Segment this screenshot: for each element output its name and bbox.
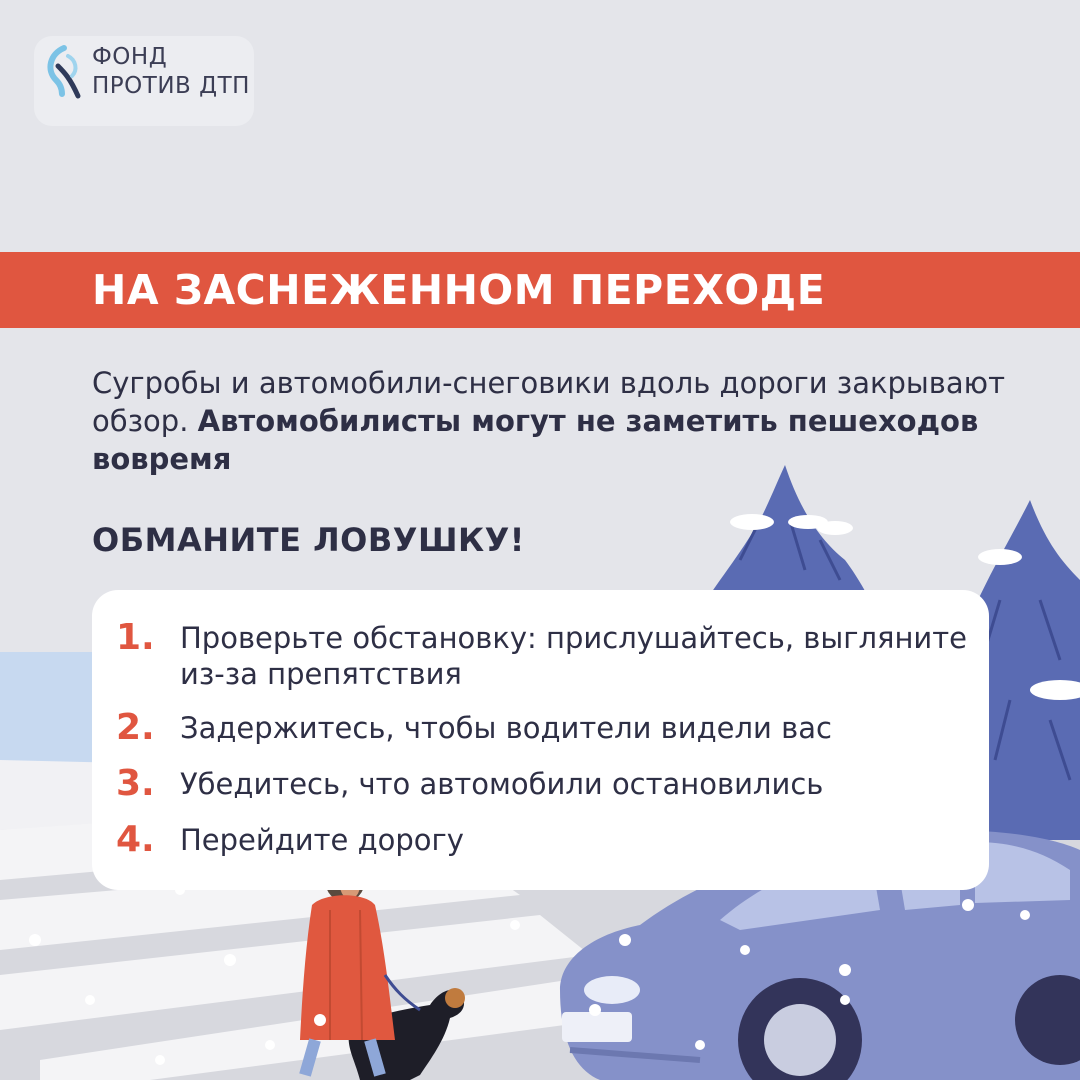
step-text: Перейдите дорогу xyxy=(180,823,464,857)
license-plate xyxy=(562,1012,632,1042)
step-number: 2. xyxy=(116,707,155,748)
foundation-name-line1: ФОНД xyxy=(92,44,168,70)
snowy-fir-tree xyxy=(700,465,875,610)
intro-bold-text: Автомобилисты могут не заметить пешеходов вовремя xyxy=(92,404,979,476)
steps-card xyxy=(92,590,989,890)
headlight xyxy=(584,976,640,1004)
step-number: 3. xyxy=(116,763,155,804)
step-text: Убедитесь, что автомобили остановились xyxy=(180,767,824,801)
step-number: 1. xyxy=(116,617,155,658)
foundation-logo-icon xyxy=(42,44,88,106)
foundation-name-line2: ПРОТИВ ДТП xyxy=(92,73,250,99)
section-heading: ОБМАНИТЕ ЛОВУШКУ! xyxy=(92,521,525,559)
step-text: Проверьте обстановку: прислушайтесь, выгляните из-за препятствия xyxy=(180,621,968,691)
intro-plain-text: Сугробы и автомобили-снеговики вдоль дороги закрывают обзор. xyxy=(92,366,1005,438)
dog-head xyxy=(445,988,465,1008)
page-title: НА ЗАСНЕЖЕННОМ ПЕРЕХОДЕ xyxy=(92,266,826,314)
step-text: Задержитесь, чтобы водители видели вас xyxy=(180,711,832,745)
step-number: 4. xyxy=(116,819,155,860)
foundation-logo xyxy=(34,36,254,126)
foundation-name xyxy=(92,43,250,101)
intro-paragraph xyxy=(92,364,1012,478)
title-banner xyxy=(0,252,1080,328)
